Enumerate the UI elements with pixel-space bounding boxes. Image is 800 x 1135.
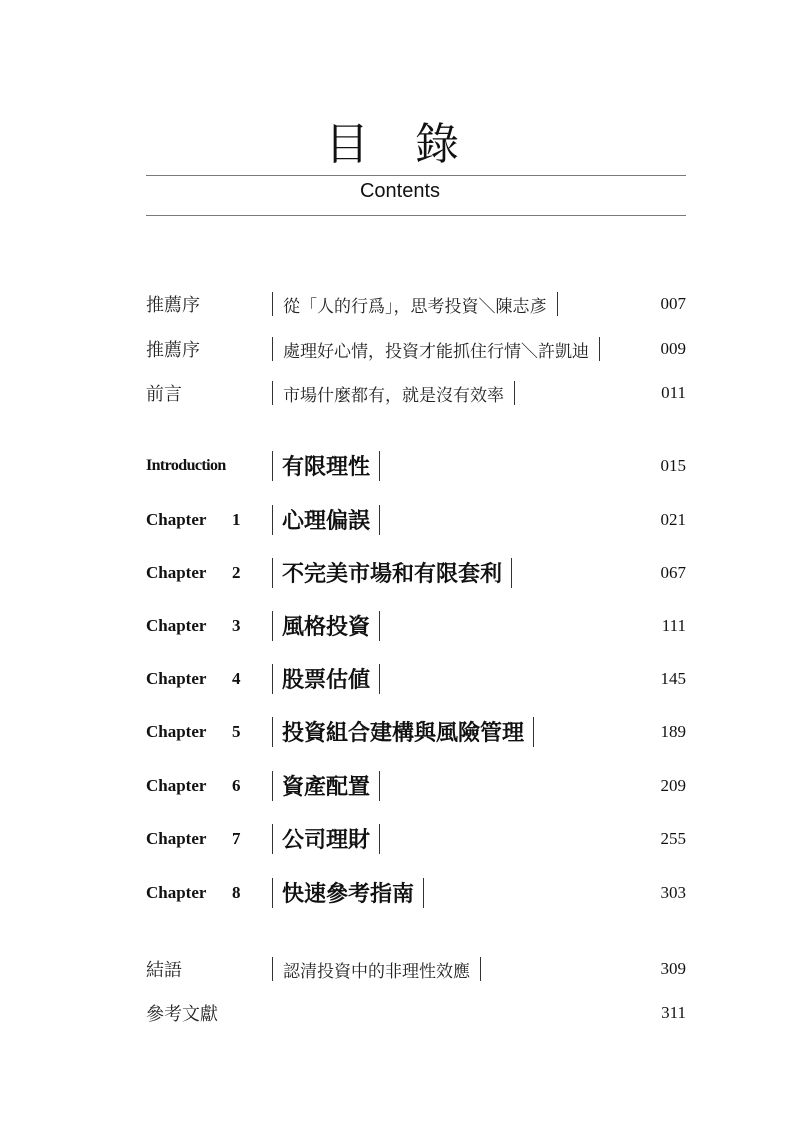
chapter-word: Chapter	[146, 668, 207, 688]
divider-bar	[272, 771, 273, 801]
divider-bar	[272, 717, 273, 747]
chapter-number: 1	[232, 509, 241, 529]
divider-bar	[379, 771, 380, 801]
divider-bar	[272, 957, 273, 981]
chapter-word: Chapter	[146, 615, 207, 635]
toc-entry-foreword-2[interactable]	[146, 336, 686, 362]
entry-title-wrap	[272, 877, 626, 908]
entry-title-wrap	[272, 823, 626, 854]
divider-bar	[379, 664, 380, 694]
entry-title: 快速參考指南	[282, 882, 415, 907]
divider-bar	[379, 611, 380, 641]
entry-title: 處理好心情，投資才能抓住行情＼許凱迪	[283, 341, 589, 362]
divider-bar	[272, 381, 273, 405]
entry-label	[146, 883, 272, 903]
entry-title-wrap	[272, 292, 626, 317]
chapter-number: 6	[232, 775, 241, 795]
chapter-number: 7	[232, 828, 241, 848]
divider-bar	[272, 337, 273, 361]
toc-entry-conclusion[interactable]	[146, 956, 686, 982]
chapter-number: 4	[232, 668, 241, 688]
divider-bar	[272, 824, 273, 854]
divider-bar	[511, 558, 512, 588]
divider-bar	[272, 558, 273, 588]
entry-page: 309	[660, 959, 686, 978]
entry-title: 市場什麼都有，就是沒有效率	[283, 385, 504, 406]
toc-entry-preface[interactable]	[146, 380, 686, 406]
chapter-word: Chapter	[146, 828, 207, 848]
divider-bar	[599, 337, 600, 361]
chapter-word: Chapter	[146, 509, 207, 529]
toc-entry-chapter-5[interactable]	[146, 716, 686, 747]
page-subtitle: Contents	[359, 180, 441, 202]
entry-title-wrap	[272, 770, 626, 801]
entry-title: 有限理性	[282, 455, 371, 480]
entry-label: 推薦序	[146, 340, 200, 361]
chapter-word: Chapter	[146, 882, 207, 902]
entry-page: 021	[660, 509, 686, 529]
entry-title-wrap	[272, 716, 626, 747]
entry-page: 255	[660, 828, 686, 848]
entry-title-wrap	[272, 557, 626, 588]
entry-page: 209	[660, 775, 686, 795]
divider-bar	[379, 824, 380, 854]
entry-label	[146, 563, 272, 583]
entry-label	[146, 722, 272, 742]
entry-title-wrap	[272, 504, 626, 535]
entry-page: 011	[661, 383, 686, 402]
entry-page: 111	[661, 615, 686, 635]
entry-page: 303	[660, 882, 686, 902]
toc-entry-references[interactable]	[146, 1000, 686, 1026]
divider-bar	[423, 878, 424, 908]
toc-entry-chapter-2[interactable]	[146, 557, 686, 588]
divider-bar	[557, 292, 558, 316]
chapter-number: 8	[232, 882, 241, 902]
entry-title: 投資組合建構與風險管理	[282, 721, 525, 746]
entry-page: 145	[660, 668, 686, 688]
entry-label: 結語	[146, 960, 182, 981]
entry-title-wrap	[272, 381, 626, 406]
entry-title-wrap	[272, 957, 626, 982]
entry-label	[146, 669, 272, 689]
divider-bar	[379, 505, 380, 535]
divider-bar	[480, 957, 481, 981]
divider-bar	[533, 717, 534, 747]
toc-entry-chapter-8[interactable]	[146, 877, 686, 908]
entry-label: 推薦序	[146, 295, 200, 316]
divider-bar	[272, 664, 273, 694]
entry-page: 007	[660, 294, 686, 313]
toc-entry-chapter-3[interactable]	[146, 610, 686, 641]
toc-entry-chapter-4[interactable]	[146, 663, 686, 694]
top-rule	[146, 175, 686, 176]
divider-bar	[272, 611, 273, 641]
entry-title: 認清投資中的非理性效應	[283, 961, 470, 982]
entry-label	[146, 616, 272, 636]
chapter-number: 5	[232, 721, 241, 741]
entry-page: 015	[660, 455, 686, 475]
divider-bar	[514, 381, 515, 405]
entry-title-wrap	[272, 450, 626, 481]
entry-title: 股票估値	[282, 668, 371, 693]
entry-page: 067	[660, 562, 686, 582]
entry-page: 189	[660, 721, 686, 741]
entry-label: 參考文獻	[146, 1004, 218, 1025]
chapter-number: 2	[232, 562, 241, 582]
entry-title: 從「人的行爲」，思考投資＼陳志彥	[283, 296, 547, 317]
entry-title: 風格投資	[282, 615, 371, 640]
entry-title: 資產配置	[282, 775, 371, 800]
toc-entry-introduction[interactable]	[146, 450, 686, 481]
entry-label: 前言	[146, 384, 182, 405]
entry-title-wrap	[272, 337, 626, 362]
entry-label	[146, 776, 272, 796]
toc-entry-chapter-7[interactable]	[146, 823, 686, 854]
chapter-word: Chapter	[146, 562, 207, 582]
toc-entry-foreword-1[interactable]	[146, 291, 686, 317]
entry-label	[146, 829, 272, 849]
chapter-word: Chapter	[146, 775, 207, 795]
entry-page: 009	[660, 339, 686, 358]
entry-title: 公司理財	[282, 828, 371, 853]
divider-bar	[272, 505, 273, 535]
bottom-rule	[146, 215, 686, 216]
chapter-number: 3	[232, 615, 241, 635]
entry-title-wrap	[272, 610, 626, 641]
entry-title-wrap	[272, 663, 626, 694]
toc-entry-chapter-1[interactable]	[146, 504, 686, 535]
divider-bar	[272, 292, 273, 316]
page-title: 目 錄	[325, 119, 475, 170]
divider-bar	[379, 451, 380, 481]
entry-title: 不完美市場和有限套利	[282, 562, 503, 587]
toc-entry-chapter-6[interactable]	[146, 770, 686, 801]
divider-bar	[272, 451, 273, 481]
divider-bar	[272, 878, 273, 908]
entry-title: 心理偏誤	[282, 509, 371, 534]
entry-label	[146, 510, 272, 530]
entry-page: 311	[661, 1003, 686, 1022]
entry-label: Introduction	[146, 456, 226, 474]
chapter-word: Chapter	[146, 721, 207, 741]
